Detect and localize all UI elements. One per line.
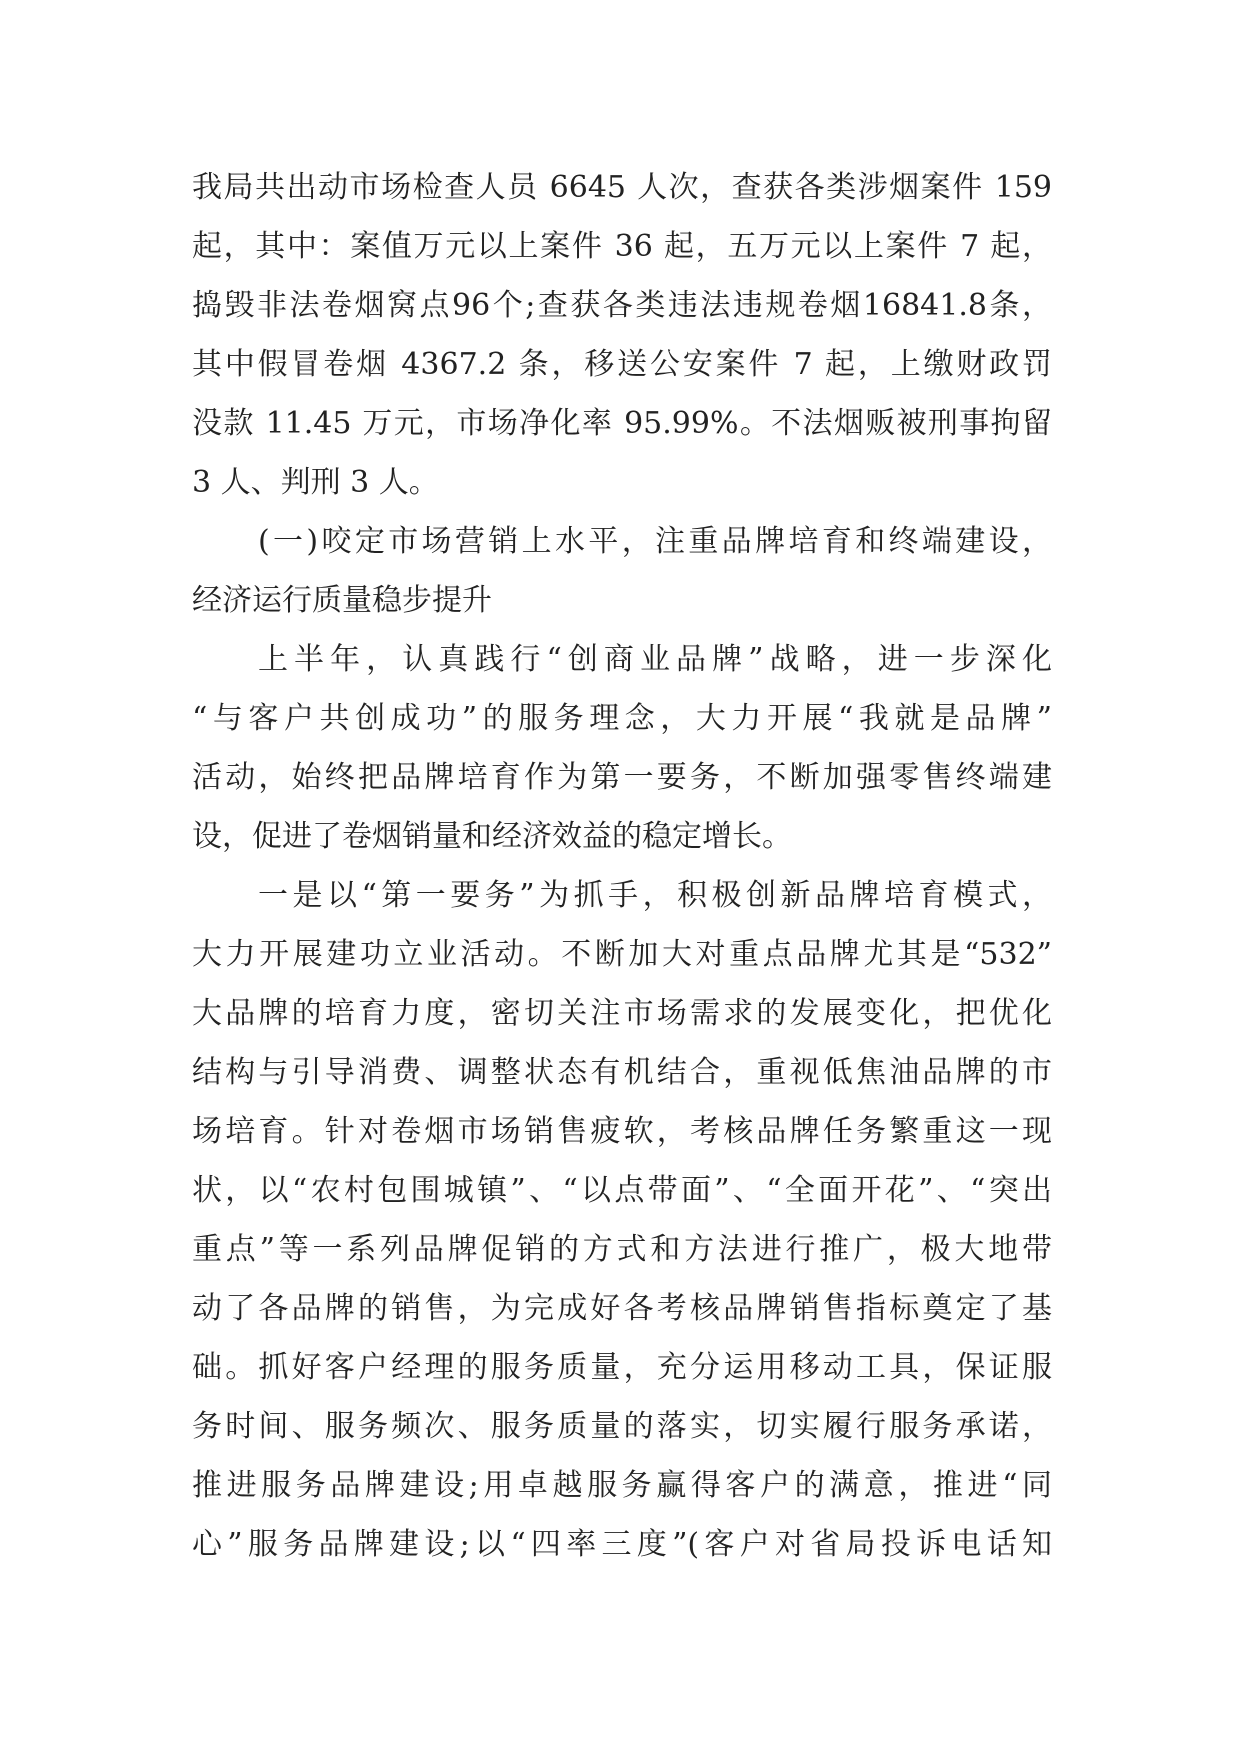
text-line: 一是以“第一要务”为抓手，积极创新品牌培育模式，: [258, 878, 1052, 913]
text-line: 心”服务品牌建设;以“四率三度”(客户对省局投诉电话知: [192, 1527, 1052, 1562]
text-line: 设，促进了卷烟销量和经济效益的稳定增长。: [192, 819, 792, 854]
text-line: 其中假冒卷烟 4367.2 条，移送公安案件 7 起，上缴财政罚: [192, 347, 1052, 382]
text-line: 场培育。针对卷烟市场销售疲软，考核品牌任务繁重这一现: [192, 1114, 1052, 1149]
text-line: 捣毁非法卷烟窝点96个;查获各类违法违规卷烟16841.8条，: [192, 288, 1052, 323]
text-line: 推进服务品牌建设;用卓越服务赢得客户的满意，推进“同: [192, 1468, 1052, 1503]
paragraph-brand-strategy: [192, 630, 1052, 866]
paragraph-enforcement-summary: [192, 158, 1052, 512]
text-line: 动了各品牌的销售，为完成好各考核品牌销售指标奠定了基: [192, 1291, 1052, 1326]
text-line: 务时间、服务频次、服务质量的落实，切实履行服务承诺，: [192, 1409, 1052, 1444]
text-line: 活动，始终把品牌培育作为第一要务，不断加强零售终端建: [192, 760, 1052, 795]
text-line: 状，以“农村包围城镇”、“以点带面”、“全面开花”、“突出: [192, 1173, 1052, 1208]
text-line: 大品牌的培育力度，密切关注市场需求的发展变化，把优化: [192, 996, 1052, 1031]
document-body: [192, 158, 1052, 1574]
text-line: 上半年，认真践行“创商业品牌”战略，进一步深化: [258, 642, 1052, 677]
text-line: 大力开展建功立业活动。不断加大对重点品牌尤其是“532”: [192, 937, 1052, 972]
paragraph-first-priority: [192, 866, 1052, 1574]
text-line: 重点”等一系列品牌促销的方式和方法进行推广，极大地带: [192, 1232, 1052, 1267]
text-line: “与客户共创成功”的服务理念，大力开展“我就是品牌”: [192, 701, 1052, 736]
text-line: 起，其中：案值万元以上案件 36 起，五万元以上案件 7 起，: [192, 229, 1052, 264]
section-heading-marketing: [192, 512, 1052, 630]
text-line: 没款 11.45 万元，市场净化率 95.99%。不法烟贩被刑事拘留: [192, 406, 1052, 441]
text-line: 我局共出动市场检查人员 6645 人次，查获各类涉烟案件 159: [192, 170, 1052, 205]
text-line: 结构与引导消费、调整状态有机结合，重视低焦油品牌的市: [192, 1055, 1052, 1090]
text-line: (一)咬定市场营销上水平，注重品牌培育和终端建设，: [258, 524, 1052, 559]
text-line: 础。抓好客户经理的服务质量，充分运用移动工具，保证服: [192, 1350, 1052, 1385]
text-line: 3 人、判刑 3 人。: [192, 465, 439, 500]
text-line: 经济运行质量稳步提升: [192, 583, 492, 618]
